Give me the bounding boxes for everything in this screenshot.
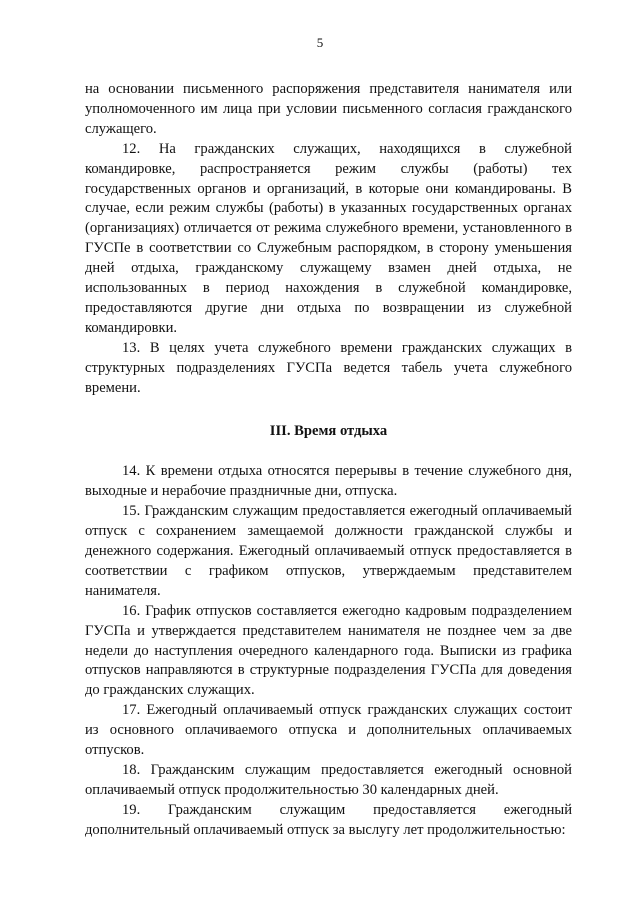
paragraph-continuation: на основании письменного распоряжения представителя нанимателя или уполномоченного им лица при условии письменного согласия гражданского служащего.: [85, 81, 572, 137]
document-body: [85, 80, 572, 841]
paragraph-16: 16. График отпусков составляется ежегодно кадровым подразделением ГУСПа и утверждается представителем нанимателя не позднее чем за две недели до наступления очередного календарного года. Выписки из графика отпусков направляются в структурные подразделения ГУСПа для доведения до гражданских служащих.: [85, 602, 572, 699]
paragraph-19: 19. Гражданским служащим предоставляется ежегодный дополнительный оплачиваемый отпуск за выслугу лет продолжительностью:: [85, 801, 572, 838]
section-title: III. Время отдыха: [269, 422, 388, 439]
paragraph-13: 13. В целях учета служебного времени гражданских служащих в структурных подразделениях ГУСПа ведется табель учета служебного времени.: [85, 339, 572, 396]
paragraph-17: 17. Ежегодный оплачиваемый отпуск гражданских служащих состоит из основного оплачиваемого отпуска и дополнительных оплачиваемых отпусков.: [85, 702, 572, 759]
paragraph-14: 14. К времени отдыха относятся перерывы в течение служебного дня, выходные и нерабочие праздничные дни, отпуска.: [85, 463, 572, 500]
paragraph-18: 18. Гражданским служащим предоставляется ежегодный основной оплачиваемый отпуск продолжительностью 30 календарных дней.: [85, 762, 572, 798]
paragraph-12: 12. На гражданских служащих, находящихся в служебной командировке, распространяется режим службы (работы) тех государственных органов и организаций, в которые они командированы. В случае, если режим службы (работы) в указанных государственных органах (организациях) отличается от режима служебного времени, установленного в ГУСПе в соответствии со Служебным распорядком, в сторону уменьшения дней отдыха, гражданскому служащему взамен дней отдыха, не использованных в период нахождения в служебной командировке, предоставляются другие дни отдыха по возвращении из служебной командировки.: [85, 140, 572, 336]
page-number: 5: [316, 35, 324, 50]
paragraph-15: 15. Гражданским служащим предоставляется ежегодный оплачиваемый отпуск с сохранением замещаемой должности гражданской службы и денежного содержания. Ежегодный оплачиваемый отпуск предоставляется в соответствии с графиком отпусков, утверждаемым представителем нанимателя.: [85, 503, 572, 599]
